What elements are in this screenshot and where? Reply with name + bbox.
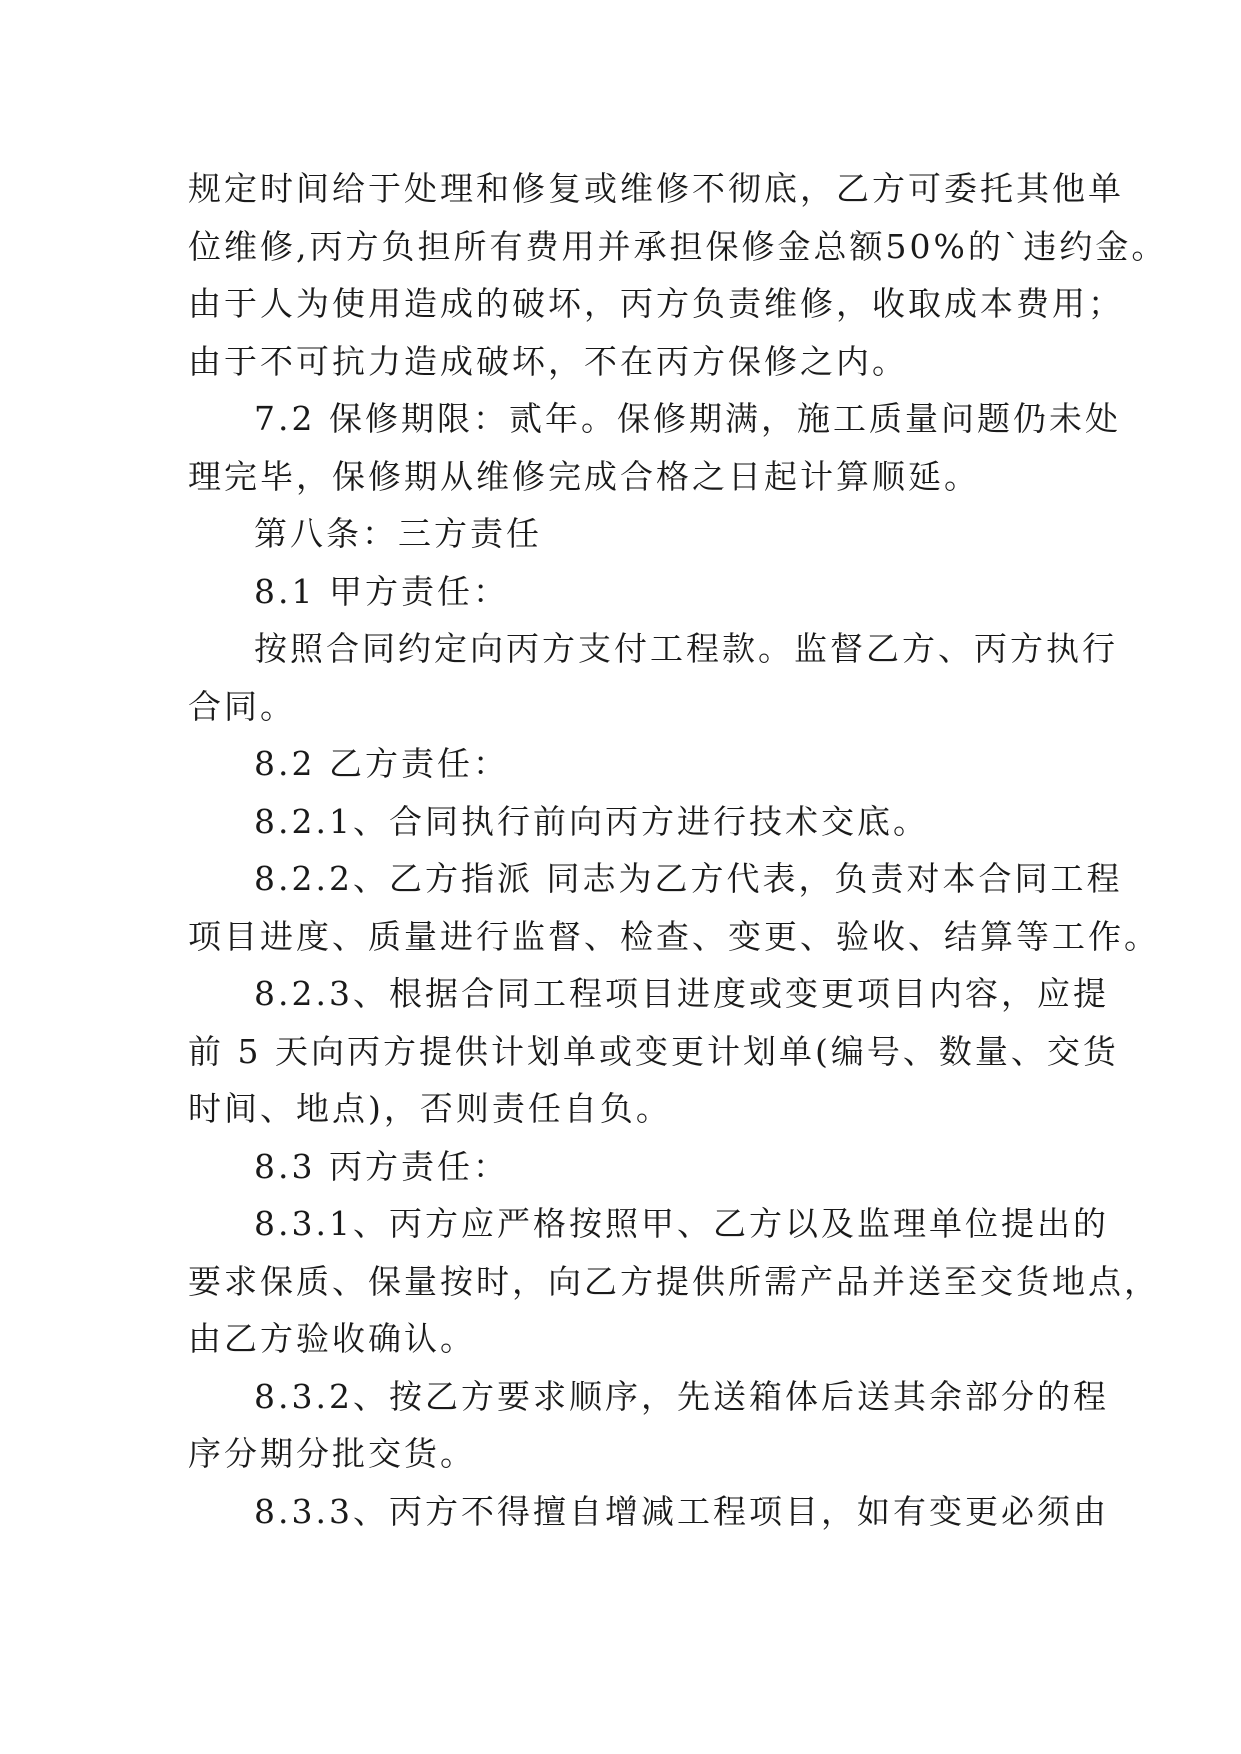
section-heading: 第八条：三方责任 <box>254 514 542 553</box>
text-line: 规定时间给于处理和修复或维修不彻底，乙方可委托其他单 <box>188 169 1124 208</box>
text-line: 按照合同约定向丙方支付工程款。监督乙方、丙方执行 <box>254 629 1118 668</box>
subsection-heading: 8.3 丙方责任： <box>254 1146 509 1186</box>
text-line: 理完毕，保修期从维修完成合格之日起计算顺延。 <box>188 456 980 496</box>
text-line: 前 5 天向丙方提供计划单或变更计划单(编号、数量、交货 <box>188 1031 1119 1071</box>
subsection-heading: 8.1 甲方责任： <box>254 571 509 611</box>
text-line: 合同。 <box>188 686 296 726</box>
text-line: 由乙方验收确认。 <box>188 1319 476 1358</box>
text-line: 8.2.1、合同执行前向丙方进行技术交底。 <box>254 801 929 841</box>
text-line: 8.3.1、丙方应严格按照甲、乙方以及监理单位提出的 <box>254 1204 1109 1243</box>
text-line: 序分期分批交货。 <box>188 1434 476 1473</box>
text-line: 由于不可抗力造成破坏，不在丙方保修之内。 <box>188 341 908 381</box>
text-line: 8.3.2、按乙方要求顺序，先送箱体后送其余部分的程 <box>254 1376 1109 1416</box>
document-body <box>188 160 1168 1540</box>
text-line: 8.3.3、丙方不得擅自增减工程项目，如有变更必须由 <box>254 1491 1109 1531</box>
text-line: 要求保质、保量按时，向乙方提供所需产品并送至交货地点， <box>188 1261 1160 1301</box>
text-line: 位维修,丙方负担所有费用并承担保修金总额50%的`违约金。 <box>188 226 1168 266</box>
text-line: 8.2.3、根据合同工程项目进度或变更项目内容，应提 <box>254 974 1109 1013</box>
text-line: 由于人为使用造成的破坏，丙方负责维修，收取成本费用； <box>188 284 1124 323</box>
text-line: 时间、地点)，否则责任自负。 <box>188 1089 672 1128</box>
subsection-heading: 8.2 乙方责任： <box>254 744 509 783</box>
text-line: 8.2.2、乙方指派 同志为乙方代表，负责对本合同工程 <box>254 859 1123 898</box>
text-line: 7.2 保修期限：贰年。保修期满，施工质量问题仍未处 <box>254 399 1121 438</box>
text-line: 项目进度、质量进行监督、检查、变更、验收、结算等工作。 <box>188 916 1160 956</box>
